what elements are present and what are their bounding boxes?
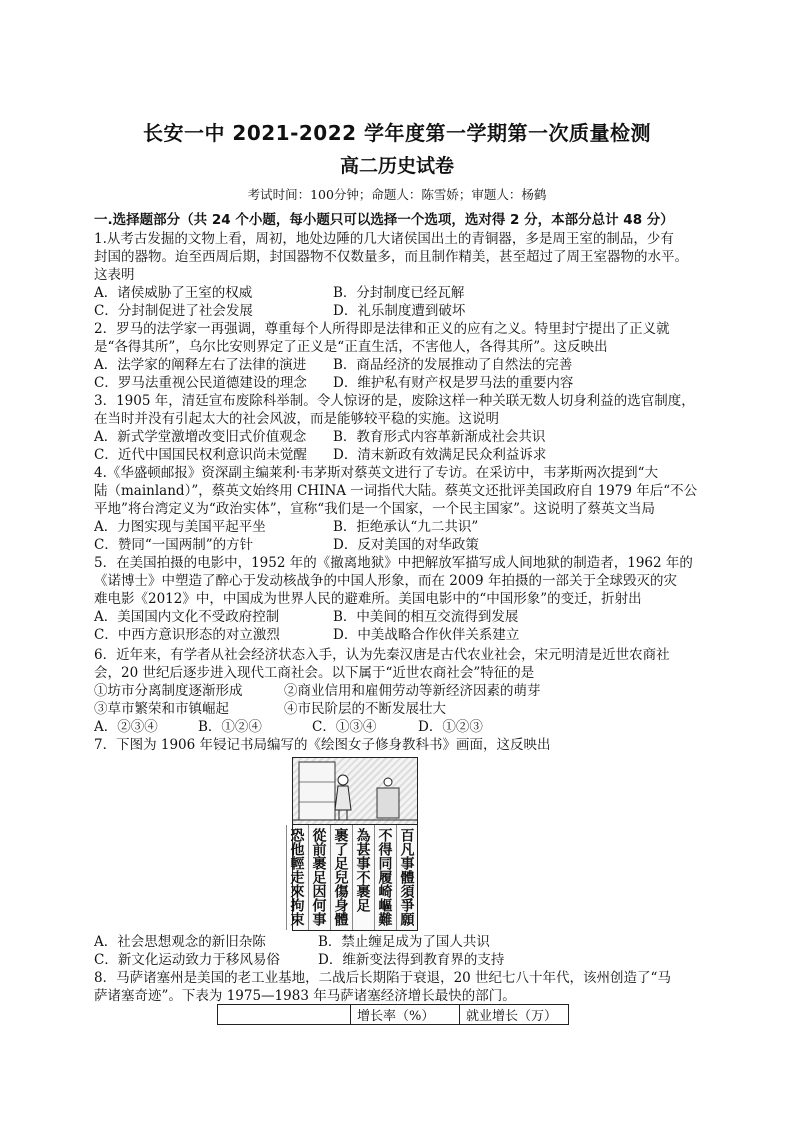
question-2-line-1: 2．罗马的法学家一再强调，尊重每个人所得即是法律和正义的应有之义。特里封宁提出了正义就	[94, 321, 670, 337]
figure-drawing-icon	[293, 758, 417, 824]
exam-title: 长安一中 2021-2022 学年度第一学期第一次质量检测	[142, 121, 652, 145]
question-6-item-4: ④市民阶层的不断发展壮大	[284, 701, 446, 717]
question-1-line-3: 这表明	[94, 267, 135, 283]
question-3-option-b: B．教育形式内容革新渐成社会共识	[333, 429, 546, 445]
textbook-illustration	[288, 757, 418, 931]
question-1-option-a: A．诸侯威胁了王室的权威	[94, 285, 253, 301]
question-4-line-3: 平地”将台湾定义为“政治实体”，宣称“我们是一个国家，一个民主国家”。这说明了蔡英文当局	[94, 501, 656, 517]
question-7-option-b: B．禁止缠足成为了国人共识	[318, 934, 490, 950]
question-7-option-d: D．维新变法得到教育界的支持	[318, 952, 505, 968]
question-2-option-c: C．罗马法重视公民道德建设的理念	[94, 375, 307, 391]
verse-column-4: 裹了足兒傷身體	[330, 825, 351, 930]
question-5-option-c: C．中西方意识形态的对立激烈	[94, 627, 280, 643]
question-6-line-2: 会，20 世纪后逐步进入现代工商社会。以下属于“近世农商社会”特征的是	[94, 665, 535, 681]
verse-column-5: 從前裹足因何事	[308, 825, 329, 930]
table-header-row	[218, 1005, 569, 1025]
question-7-option-c: C．新文化运动致力于移风易俗	[94, 952, 280, 968]
question-4-option-c: C．赞同“一国两制”的方针	[94, 537, 254, 553]
question-3-option-c: C．近代中国国民权利意识尚未觉醒	[94, 447, 307, 463]
question-8-line-2: 萨诸塞奇迹”。下表为 1975—1983 年马萨诸塞经济增长最快的部门。	[94, 988, 516, 1004]
question-6-option-b: B．①②④	[198, 719, 262, 735]
question-5-line-3: 难电影《2012》中，中国成为世界人民的避难所。美国电影中的“中国形象”的变迁，折射出	[94, 591, 642, 607]
question-3-line-1: 3．1905 年，清廷宣布废除科举制。令人惊讶的是，废除这样一种关联无数人切身利益的选官制度，	[94, 393, 695, 409]
question-6-item-3: ③草市繁荣和市镇崛起	[94, 701, 229, 717]
question-7-line-1: 7．下图为 1906 年锓记书局编写的《绘图女子修身教科书》画面，这反映出	[94, 737, 551, 753]
question-5-line-1: 5．在美国拍摄的电影中，1952 年的《撤离地狱》中把解放军描写成人间地狱的制造者，1962 年的	[94, 555, 693, 571]
question-5-line-2: 《诺博士》中塑造了醉心于发动核战争的中国人形象，而在 2009 年拍摄的一部关于全球毁灭的灾	[94, 573, 677, 589]
exam-subtitle: 高二历史试卷	[339, 155, 454, 177]
growth-table	[217, 1004, 569, 1025]
table-header-growth-rate: 增长率（%）	[351, 1005, 460, 1025]
section-heading: 一.选择题部分（共 24 个小题，每小题只可以选择一个选项，选对得 2 分，本部分总计 48 分）	[94, 212, 674, 228]
question-4-option-d: D．反对美国的对华政策	[333, 537, 479, 553]
exam-info: 考试时间：100分钟；命题人：陈雪娇；审题人：杨鹤	[247, 187, 547, 202]
question-1-option-c: C．分封制促进了社会发展	[94, 303, 253, 319]
question-6-item-1: ①坊市分离制度逐渐形成	[94, 683, 243, 699]
verse-column-3: 為甚事不裹足	[352, 825, 373, 930]
question-5-option-d: D．中美战略合作伙伴关系建立	[333, 627, 520, 643]
question-2-option-b: B．商品经济的发展推动了自然法的完善	[333, 357, 573, 373]
table-header-employment-growth: 就业增长（万）	[460, 1005, 569, 1025]
question-1-option-b: B．分封制度已经瓦解	[333, 285, 465, 301]
table-header-blank	[218, 1005, 351, 1025]
question-6-option-d: D．①②③	[418, 719, 483, 735]
question-5-option-a: A．美国国内文化不受政府控制	[94, 609, 280, 625]
question-8-line-1: 8．马萨诸塞州是美国的老工业基地，二战后长期陷于衰退，20 世纪七八十年代，该州创造了“马	[94, 970, 671, 986]
question-6-line-1: 6．近年来，有学者从社会经济状态入手，认为先秦汉唐是古代农业社会，宋元明清是近世农商社	[94, 647, 670, 663]
question-2-line-2: 是“各得其所”，乌尔比安则界定了正义是“正直生活，不害他人，各得其所”。这反映出	[94, 339, 608, 355]
verse-column-1: 百凡事體須爭願	[396, 825, 417, 930]
question-1-line-2: 封国的器物。迨至西周后期，封国器物不仅数量多，而且制作精美，甚至超过了周王室器物的水平。	[94, 249, 688, 265]
question-1-line-1: 1.从考古发掘的文物上看，周初，地处边陲的几大诸侯国出土的青铜器，多是周王室的制品，少有	[94, 231, 674, 247]
question-4-option-a: A．力图实现与美国平起平坐	[94, 519, 266, 535]
question-4-line-2: 陆（mainland）”，蔡英文始终用 CHINA 一词指代大陆。蔡英文还批评美国政府自 1979 年后“不公	[94, 483, 698, 499]
verse-column-2: 不得同履崎嶇難	[374, 825, 395, 930]
question-4-option-b: B．拒绝承认“九二共识”	[333, 519, 479, 535]
question-2-option-a: A．法学家的阐释左右了法律的演进	[94, 357, 307, 373]
question-3-option-d: D．清末新政有效满足民众利益诉求	[333, 447, 547, 463]
question-4-line-1: 4.《华盛顿邮报》资深副主编莱利·韦茅斯对蔡英文进行了专访。在采访中，韦茅斯两次提到“大	[94, 465, 659, 481]
question-6-option-c: C．①③④	[312, 719, 377, 735]
verse-column-6: 恐他輕走來拘束	[286, 825, 307, 930]
question-6-option-a: A．②③④	[94, 719, 158, 735]
question-7-option-a: A．社会思想观念的新旧杂陈	[94, 934, 266, 950]
illustration-scene	[293, 758, 417, 825]
question-1-option-d: D．礼乐制度遭到破坏	[333, 303, 466, 319]
question-3-option-a: A．新式学堂激增改变旧式价值观念	[94, 429, 307, 445]
illustration-verse	[288, 825, 417, 930]
question-6-item-2: ②商业信用和雇佣劳动等新经济因素的萌芽	[284, 683, 541, 699]
question-2-option-d: D．维护私有财产权是罗马法的重要内容	[333, 375, 574, 391]
question-5-option-b: B．中美间的相互交流得到发展	[333, 609, 519, 625]
question-3-line-2: 在当时并没有引起太大的社会风波，而是能够较平稳的实施。这说明	[94, 411, 499, 427]
